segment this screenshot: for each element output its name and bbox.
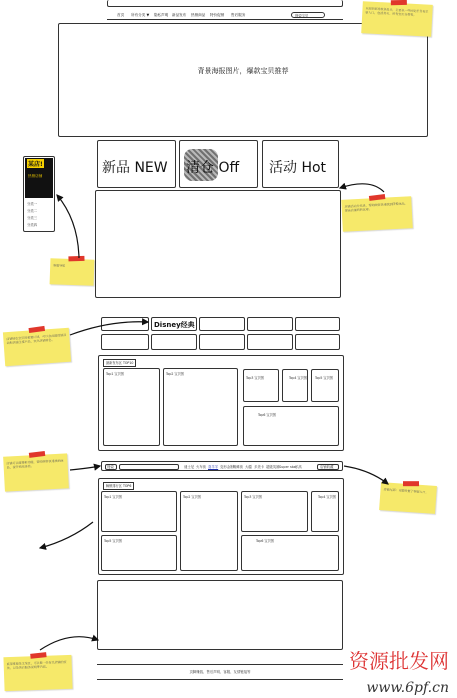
arrow [57, 195, 79, 258]
sidebar-row-3[interactable]: 分类三 [27, 216, 38, 220]
note-feature: 店铺特色宝贝的重要区域，可以在此做促销活动和店铺主推产品，突出店铺特色。 [3, 328, 71, 367]
disney-cell [199, 334, 245, 350]
category-area [95, 190, 341, 298]
search-link[interactable]: 超级英雄 [266, 465, 280, 469]
search-link[interactable]: 乐高 [295, 465, 302, 469]
search-link[interactable]: 迪士尼 [184, 465, 195, 469]
nav-item-hot[interactable]: 热销商品 [191, 13, 206, 17]
search-link[interactable]: Super star [279, 465, 297, 469]
note-top: 页面顶部导航条设计，主要以一些固定栏目和主要入口，包括首页、所有宝贝分类等。 [361, 1, 433, 37]
disney-label: Disney经典 [154, 321, 195, 329]
top3-card[interactable]: Top3 宝贝图 [243, 369, 279, 402]
search-button[interactable]: 搜索 [105, 464, 117, 470]
note-category: 店铺活动分类块，帮助顾客快速找到所需商品，提高店铺的转化率。 [341, 196, 413, 232]
top3-card[interactable]: Top3 宝贝图 [241, 491, 308, 532]
sidebar-row-4[interactable]: 分类四 [27, 223, 38, 227]
search-link[interactable]: 变形金刚 [220, 465, 234, 469]
top6-section [98, 478, 344, 575]
disney-cell [295, 334, 340, 350]
arrow [340, 184, 384, 192]
note-service: 客服导航 [50, 258, 95, 286]
service-sidebar [23, 156, 55, 232]
search-link[interactable]: 多美卡 [254, 465, 265, 469]
search-link[interactable]: 蜘蛛侠 [233, 465, 244, 469]
sidebar-row-2[interactable]: 分类二 [27, 209, 38, 213]
nav-item-home[interactable]: 首页 [117, 13, 125, 17]
top5-card[interactable]: Top5 宝贝图 [101, 535, 177, 571]
promo-new[interactable]: 新品 NEW [97, 140, 176, 188]
top2-card[interactable]: Top2 宝贝图 [163, 368, 238, 446]
promo-hot[interactable]: 活动 Hot [262, 140, 339, 188]
top10-section [98, 355, 344, 451]
note-bottom: 底部排版及文案区，可以做一些有关店铺的宣传，以及售后服务说明等内容。 [3, 655, 72, 691]
sidebar-header: 某店! 热销店铺 [25, 158, 53, 198]
disney-cell [151, 334, 197, 350]
top1-card[interactable]: Top1 宝贝图 [103, 368, 160, 446]
top6-card[interactable]: Top6 宝贝图 [243, 406, 339, 446]
disney-cell [247, 317, 293, 331]
disney-cell [101, 317, 149, 331]
top4-card[interactable]: Top4 宝贝图 [282, 369, 308, 402]
nav-search-input[interactable]: 搜索宝贝 [291, 12, 325, 18]
watermark-text: 资源批发网 [349, 649, 449, 673]
footer: 页脚赚钱、售后声明、客服、友情链接等 [97, 664, 343, 680]
nav-item-service[interactable]: 售后服务 [231, 13, 246, 17]
top6-card[interactable]: Top6 宝贝图 [241, 535, 339, 571]
search-input[interactable] [119, 464, 179, 470]
top1-card[interactable]: Top1 宝贝图 [101, 491, 177, 532]
search-bar [101, 461, 343, 471]
search-link[interactable]: 火车侠 [196, 465, 207, 469]
top-strip [107, 0, 343, 7]
nav-underline [107, 19, 343, 20]
hero-banner [58, 23, 428, 137]
nav-item-sale[interactable]: 特价促销 [210, 13, 225, 17]
disney-cell [101, 334, 149, 350]
disney-cell [151, 317, 197, 331]
disney-cell [199, 317, 245, 331]
arrow [40, 637, 98, 650]
disney-cell [247, 334, 293, 350]
hero-text: 背景海报图片，爆款宝贝推荐 [197, 67, 289, 75]
sidebar-row-1[interactable]: 分类一 [27, 202, 38, 206]
section-title: 畅销排行区 TOP6 [103, 482, 134, 490]
bottom-area [97, 580, 343, 650]
note-search: 店铺可以做搜索功能，帮助顾客快速找到商品，提升购买体验。 [3, 453, 69, 491]
note-footer: 店铺尾部：页脚设置了客服入口。 [379, 482, 437, 514]
section-title: 最新发布区 TOP10 [103, 359, 136, 367]
arrow [40, 522, 93, 548]
watermark-url: www.6pf.cn [366, 680, 449, 696]
nav-item-new[interactable]: 新品发布 [172, 13, 187, 17]
promo-clearance[interactable]: 清仓 Off [179, 140, 258, 188]
nav-item-privacy[interactable]: 隐私声明 [154, 13, 169, 17]
top5-card[interactable]: Top5 宝贝图 [311, 369, 339, 402]
favorite-button[interactable]: 店铺收藏 [317, 464, 339, 470]
top2-card[interactable]: Top2 宝贝图 [180, 491, 238, 571]
search-link[interactable]: 喜羊羊 [208, 465, 219, 469]
arrow [70, 466, 100, 470]
disney-cell [295, 317, 340, 331]
search-link[interactable]: 大疆 [245, 465, 252, 469]
nav-item-category[interactable]: 所有分类 ▼ [131, 13, 150, 17]
top4-card[interactable]: Top4 宝贝图 [311, 491, 339, 532]
